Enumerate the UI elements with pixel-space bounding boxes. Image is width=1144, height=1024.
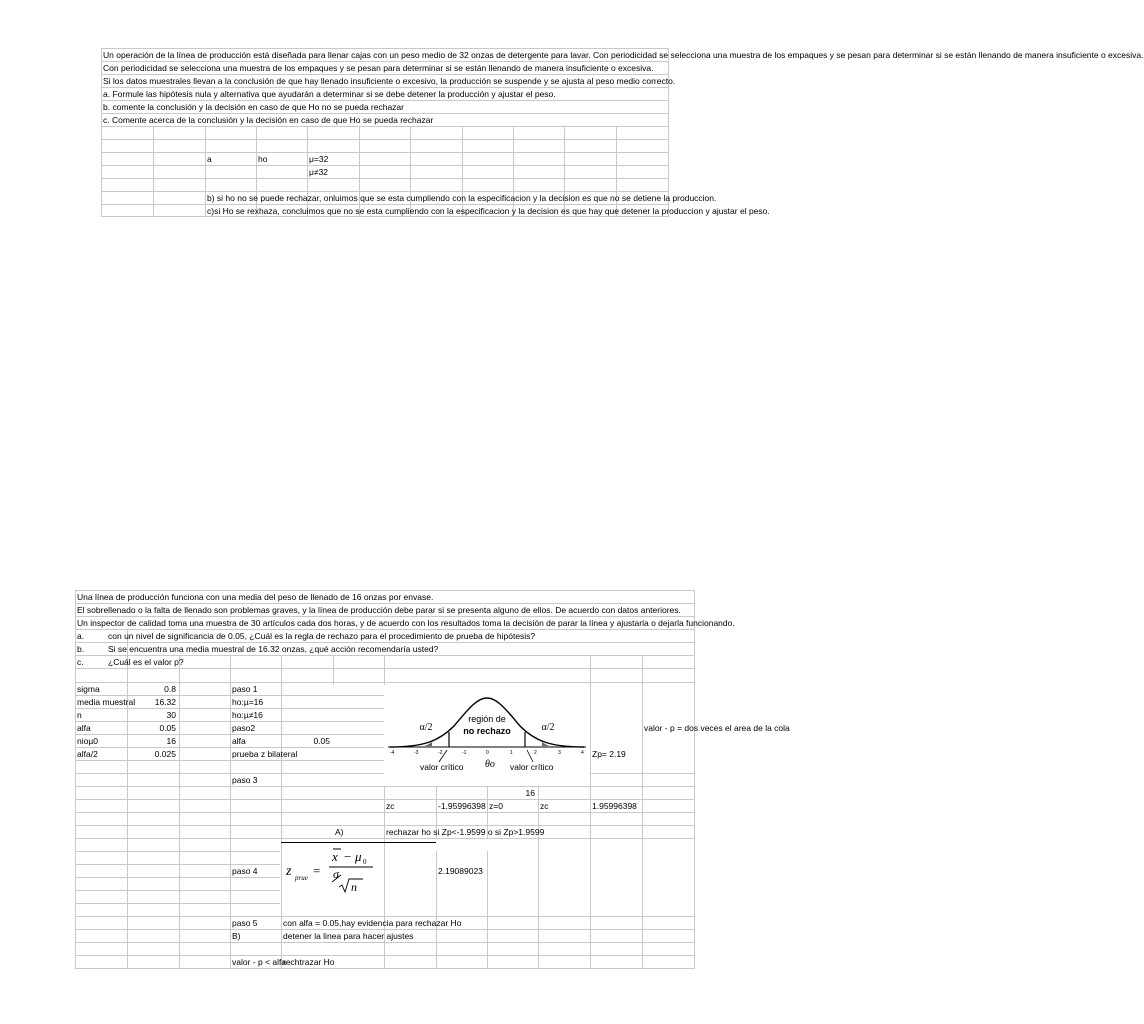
z-zero: z=0: [489, 801, 503, 811]
critical-value-right: valor crítico: [510, 762, 554, 772]
critical-value-left: valor crítico: [420, 762, 464, 772]
answer-c: c)si Ho se rexhaza, concluimos que no se esta cumpliendo con la especificacion y la decision es que hay que detener la produccion y ajustar el peso.: [207, 206, 770, 216]
zc-lower-label: zc: [386, 801, 395, 811]
alpha-half-left: α/2: [419, 722, 433, 733]
formula-xbar: x: [332, 849, 338, 864]
paso-4: paso 4: [232, 866, 258, 876]
sheet1-row-4: a. Formule las hipótesis nula y alternativa que ayudarán a determinar si se debe detener la producción y ajustar el peso.: [103, 89, 556, 99]
paso-5-text: con alfa = 0.05,hay evidencia para rechazar Ho: [283, 918, 462, 928]
param-value-alfa: 0.05: [159, 723, 176, 733]
rechazar-ho: rechtrazar Ho: [283, 957, 335, 967]
param-value-sigma: 0.8: [164, 684, 176, 694]
paso-1: paso 1: [232, 684, 258, 694]
question-a-label: a.: [77, 631, 85, 641]
zc-upper-value: 1.95996398: [592, 801, 637, 811]
param-label-media: media muestral: [77, 697, 136, 707]
hypothesis-alt: ho:µ≠16: [232, 710, 263, 720]
prueba-label: prueba z bilateral: [232, 749, 298, 759]
zp-value: Zp= 2.19: [592, 749, 626, 759]
tick-5: 0: [486, 750, 489, 756]
tick-4: -1: [462, 750, 467, 756]
zc-lower-value: -1.95996398: [438, 801, 486, 811]
paso-5: paso 5: [232, 918, 258, 928]
alfa-label: alfa: [232, 736, 246, 746]
valor-p-note: valor - p = dos veces el area de la cola: [644, 723, 790, 733]
tick-7: 2: [534, 750, 537, 756]
answer-b-text: detener la linea para hacer ajustes: [283, 931, 414, 941]
tick-2: -3: [414, 750, 419, 756]
svg-text:=: =: [313, 863, 321, 878]
spreadsheet-2: [75, 590, 790, 970]
param-label-alfa: alfa: [77, 723, 91, 733]
alfa-value: 0.05: [313, 736, 330, 746]
question-c-label: c.: [77, 657, 84, 667]
param-value-alfa2: 0.025: [154, 749, 176, 759]
null-hypothesis: μ=32: [309, 154, 329, 164]
spreadsheet-1: [101, 48, 1144, 216]
alpha-half-right: α/2: [541, 722, 555, 733]
answer-a-label: A): [335, 827, 344, 837]
svg-text:−: −: [344, 849, 352, 864]
question-b-label: b.: [77, 644, 85, 654]
sheet1-row-3: Si los datos muestrales llevan a la conclusión de que hay llenado insuficiente o excesivo, la producción se suspende y se ajusta al peso medio correcto.: [103, 76, 676, 86]
sheet1-row-5: b. comente la conclusión y la decisión en caso de que Ho no se pueda rechazar: [103, 102, 404, 112]
sheet1-row-6: c. Comente acerca de la conclusión y la decisión en caso de que Ho se pueda rechazar: [103, 115, 434, 125]
formula-sigma: σ: [333, 867, 339, 881]
sheet2-row-1: Una línea de producción funciona con una media del peso de llenado de 16 onzas por envase.: [77, 592, 434, 602]
ho-label: ho: [258, 154, 268, 164]
paso-3: paso 3: [232, 775, 258, 785]
formula-rule: [281, 842, 436, 843]
formula-mu-sub: 0: [363, 858, 367, 866]
param-value-n: 30: [166, 710, 176, 720]
tick-6: 1: [510, 750, 513, 756]
mean-16: 16: [525, 788, 535, 798]
answer-b: b) si ho no se puede rechazar, onluimos que se esta cumpliendo con la especificacion y la decision es que no se detiene la produccion.: [207, 193, 717, 203]
formula-mu: μ: [355, 849, 362, 864]
sheet1-row-2: Con periodicidad se selecciona una muestra de los empaques y se pesan para determinar si se están llenando de manera insuficiente o excesiva.: [103, 63, 654, 73]
sheet2-row-3: Un inspector de calidad toma una muestra de 30 artículos cada dos horas, y de acuerdo con los resultados toma la decisión de parar la línea y ajustarla o dejarla funcionando.: [77, 618, 735, 628]
sheet2-row-2: El sobrellenado o la falta de llenado son problemas graves, y la línea de producción debe parar si se presenta alguno de ellos. De acuerdo con datos anteriores.: [77, 605, 681, 615]
answer-b-label: B): [232, 931, 241, 941]
valor-p-label: valor - p < alfa: [232, 957, 287, 967]
normal-curve-diagram: [384, 686, 590, 774]
rejection-rule: rechazar ho si Zp<-1.9599 o si Zp>1.9599: [386, 827, 545, 837]
z-test-formula: [283, 845, 383, 895]
param-value-mu0: 16: [166, 736, 176, 746]
formula-z: z: [286, 864, 292, 879]
question-a: con un nivel de significancia de 0.05, ¿Cuál es la regla de rechazo para el procedimiento de prueba de hipótesis?: [108, 631, 536, 641]
param-label-sigma: sigma: [77, 684, 100, 694]
param-label-n: n: [77, 710, 82, 720]
question-c: ¿Cuál es el valor p?: [108, 657, 184, 667]
hypothesis-null: ho:µ=16: [232, 697, 264, 707]
region-label-1: región de: [468, 714, 506, 724]
tick-1: -4: [390, 750, 395, 756]
formula-z-sub: prue: [295, 874, 308, 882]
paso-2: paso2: [232, 723, 256, 733]
param-value-media: 16.32: [154, 697, 176, 707]
tick-3: -2: [438, 750, 443, 756]
z-statistic-value: 2.19089023: [438, 866, 483, 876]
answer-label: a: [207, 154, 212, 164]
tick-9: 4: [581, 750, 584, 756]
param-label-mu0: nioµ0: [77, 736, 98, 746]
param-label-alfa2: alfa/2: [77, 749, 98, 759]
zc-upper-label: zc: [540, 801, 549, 811]
question-b: Si se encuentra una media muestral de 16.32 onzas, ¿qué acción recomendaría usted?: [108, 644, 439, 654]
region-label-2: no rechazo: [463, 726, 511, 736]
sheet1-row-1: Un operación de la línea de producción está diseñada para llenar cajas con un peso medio de 32 onzas de detergente para lavar. Con periodicidad se selecciona una muestra de los empaques y se pesan para determinar si se están llenando de manera insuficiente o excesiva.: [103, 50, 1144, 60]
alt-hypothesis: μ≠32: [309, 167, 329, 177]
formula-n: n: [351, 880, 357, 894]
tick-8: 3: [558, 750, 561, 756]
theta-zero: θo: [485, 759, 495, 770]
